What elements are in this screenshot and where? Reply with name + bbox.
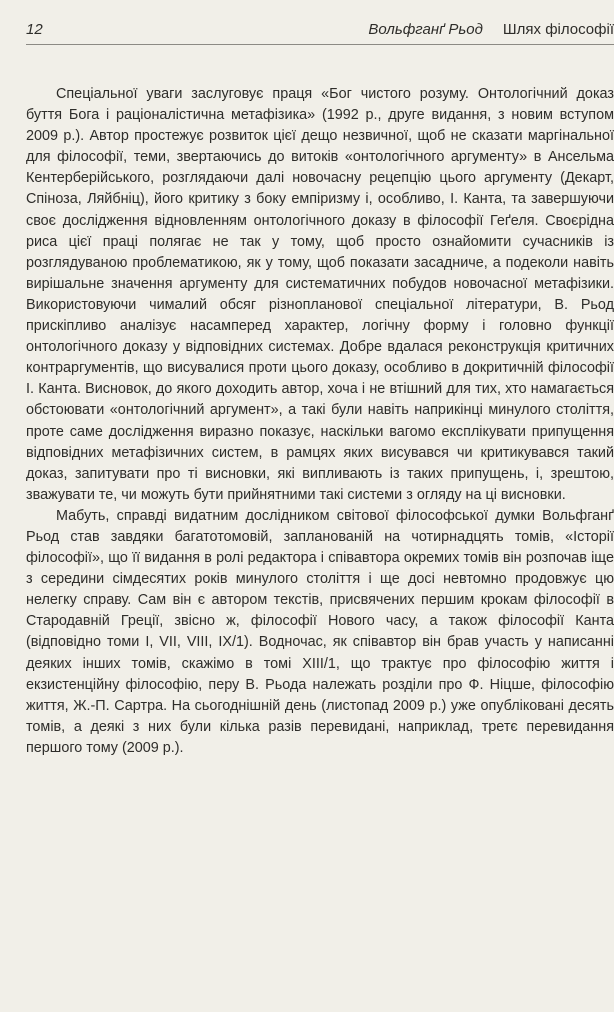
running-header [26, 10, 614, 45]
running-head [368, 21, 614, 44]
header-author: Вольфганґ Рьод [368, 21, 483, 38]
page-number: 12 [26, 21, 43, 38]
paragraph: Мабуть, справді видатним дослідником світової філософської думки Вольфганґ Рьод став завдяки багатотомовій, запланованій на чотирнадцять томів, «Історії філософії», що її видання в ролі редактора і співавтора окремих томів він розпочав іще з середини сімдесятих років минулого століття і ще досі невтомно продовжує цю нелегку справу. Сам він є автором текстів, присвячених першим крокам філософії в Стародавній Греції, звісно ж, філософії Нового часу, а також філософії Канта (відповідно томи І, VII, VIII, IX/1). Водночас, як співавтор він брав участь у написанні деяких інших томів, скажімо в томі XIII/1, що трактує про філософію життя і екзистенційну філософію, перу В. Рьода належать розділи про Ф. Ніцше, філософію життя, Ж.-П. Сартра. На сьогоднішній день (листопад 2009 р.) уже опубліковані десять томів, а деякі з них були кілька разів перевидані, наприклад, третє перевидання першого тому (2009 р.). [26, 507, 614, 756]
body-text [26, 84, 614, 759]
header-book-title: Шлях філософії [502, 21, 614, 38]
paragraph: Спеціальної уваги заслуговує праця «Бог чистого розуму. Онтологічний доказ буття Бога і раціоналістична метафізика» (1992 р., друге видання, з новим вступом 2009 р.). Автор простежує розвиток цієї дещо незвичної, щоб не сказати маргінальної для філософії, теми, звертаючись до витоків «онтологічного аргументу» в Ансельма Кентерберійського, розглядаючи далі новочасну рецепцію цього аргументу (Декарт, Спіноза, Ляйбніц), його критику з боку емпіризму і, особливо, І. Канта, та завершуючи своє дослідження відновленням онтологічного доказу в філософії Геґеля. Своєрідна риса цієї праці полягає не так у тому, щоб просто ознайомити сучасників із розглядуваною проблематикою, як у тому, щоб показати засадниче, а подеколи навіть вирішальне значення аргументу для систематичних побудов новочасної метафізики. Використовуючи чималий обсяг різнопланової спеціальної літератури, В. Рьод прискіпливо аналізує насамперед характер, логічну форму і головно функції онтологічного доказу у відповідних системах. Добре вдалася реконструкція критичних контраргументів, що висувалися проти цього доказу, особливо в докритичній філософії І. Канта. Висновок, до якого доходить автор, хоча і не втішний для тих, хто намагається обстоювати «онтологічний аргумент», а такі були навіть наприкінці минулого століття, проте саме дослідження виразно показує, наскільки вагомо експлікувати припущення відповідних метафізичних систем, в рамцях яких висувався чи критикувався такий доказ, запитувати про ті висновки, які випливають із таких припущень, і, зрештою, зважувати те, чи можуть бути прийнятними такі системи з огляду на ці висновки. [26, 86, 614, 503]
